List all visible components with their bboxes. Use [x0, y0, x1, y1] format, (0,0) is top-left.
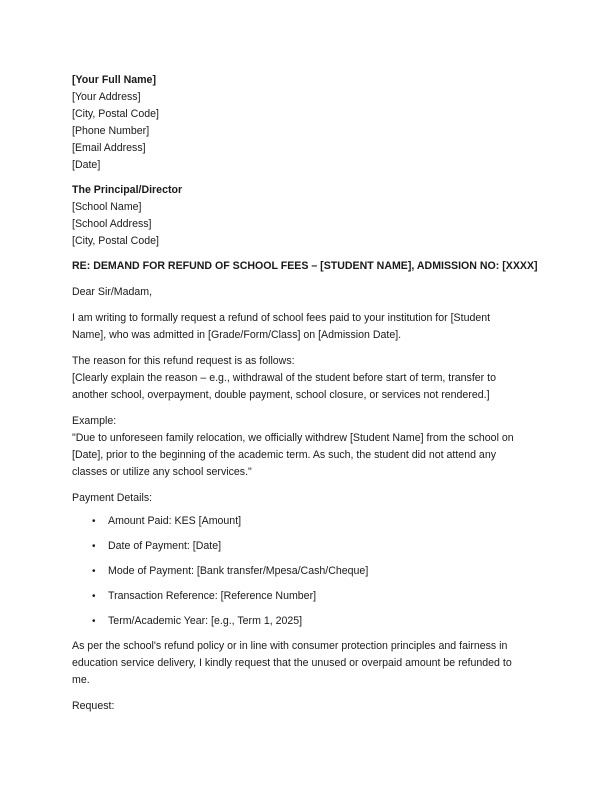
bullet-icon: •: [92, 516, 96, 527]
payment-mode: Mode of Payment: [Bank transfer/Mpesa/Cash/Cheque]: [108, 565, 369, 577]
example-line: "Due to unforeseen family relocation, we officially withdrew [Student Name] from the school on: [72, 432, 514, 444]
sender-phone: [Phone Number]: [72, 125, 150, 137]
payment-details-list: [72, 513, 540, 630]
intro-paragraph: [72, 310, 540, 344]
sender-name: [Your Full Name]: [72, 74, 156, 86]
reason-line: [Clearly explain the reason – e.g., withdrawal of the student before start of term, transfer to: [72, 372, 496, 384]
sender-address: [Your Address]: [72, 91, 141, 103]
salutation-text: Dear Sir/Madam,: [72, 286, 153, 298]
policy-line: As per the school's refund policy or in line with consumer protection principles and fairness in: [72, 640, 508, 652]
bullet-icon: •: [92, 616, 96, 627]
payment-amount: Amount Paid: KES [Amount]: [108, 515, 242, 527]
request-section: [72, 698, 540, 715]
payment-term: Term/Academic Year: [e.g., Term 1, 2025]: [108, 615, 303, 627]
list-item: [92, 588, 540, 605]
request-heading: Request:: [72, 700, 115, 712]
bullet-icon: •: [92, 566, 96, 577]
recipient-title: The Principal/Director: [72, 184, 183, 196]
list-item: [92, 613, 540, 630]
recipient-school-name: [School Name]: [72, 201, 142, 213]
intro-line: Name], who was admitted in [Grade/Form/Class] on [Admission Date].: [72, 329, 402, 341]
list-item: [92, 513, 540, 530]
example-line: [Date], prior to the beginning of the academic term. As such, the student did not attend any: [72, 449, 497, 461]
subject-text: RE: DEMAND FOR REFUND OF SCHOOL FEES – [STUDENT NAME], ADMISSION NO: [XXXX]: [72, 260, 538, 272]
example-paragraph: [72, 413, 540, 481]
bullet-icon: •: [92, 541, 96, 552]
list-item: [92, 538, 540, 555]
list-item: [92, 563, 540, 580]
salutation: [72, 284, 540, 301]
sender-date: [Date]: [72, 159, 101, 171]
bullet-icon: •: [92, 591, 96, 602]
sender-city: [City, Postal Code]: [72, 108, 159, 120]
example-heading: Example:: [72, 415, 117, 427]
sender-email: [Email Address]: [72, 142, 146, 154]
sender-block: [72, 72, 540, 174]
subject-line: [72, 258, 540, 275]
reason-heading: The reason for this refund request is as follows:: [72, 355, 295, 367]
reason-paragraph: [72, 353, 540, 404]
payment-section: [72, 490, 540, 630]
policy-line: me.: [72, 674, 90, 686]
recipient-school-address: [School Address]: [72, 218, 152, 230]
recipient-city: [City, Postal Code]: [72, 235, 159, 247]
example-line: classes or utilize any school services.": [72, 466, 252, 478]
policy-paragraph: [72, 638, 540, 689]
recipient-block: [72, 182, 540, 250]
payment-date: Date of Payment: [Date]: [108, 540, 222, 552]
payment-reference: Transaction Reference: [Reference Number]: [108, 590, 317, 602]
policy-line: education service delivery, I kindly request that the unused or overpaid amount be refunded to: [72, 657, 512, 669]
intro-line: I am writing to formally request a refund of school fees paid to your institution for [Student: [72, 312, 491, 324]
reason-line: another school, overpayment, double payment, school closure, or services not rendered.]: [72, 389, 490, 401]
payment-heading: Payment Details:: [72, 492, 153, 504]
